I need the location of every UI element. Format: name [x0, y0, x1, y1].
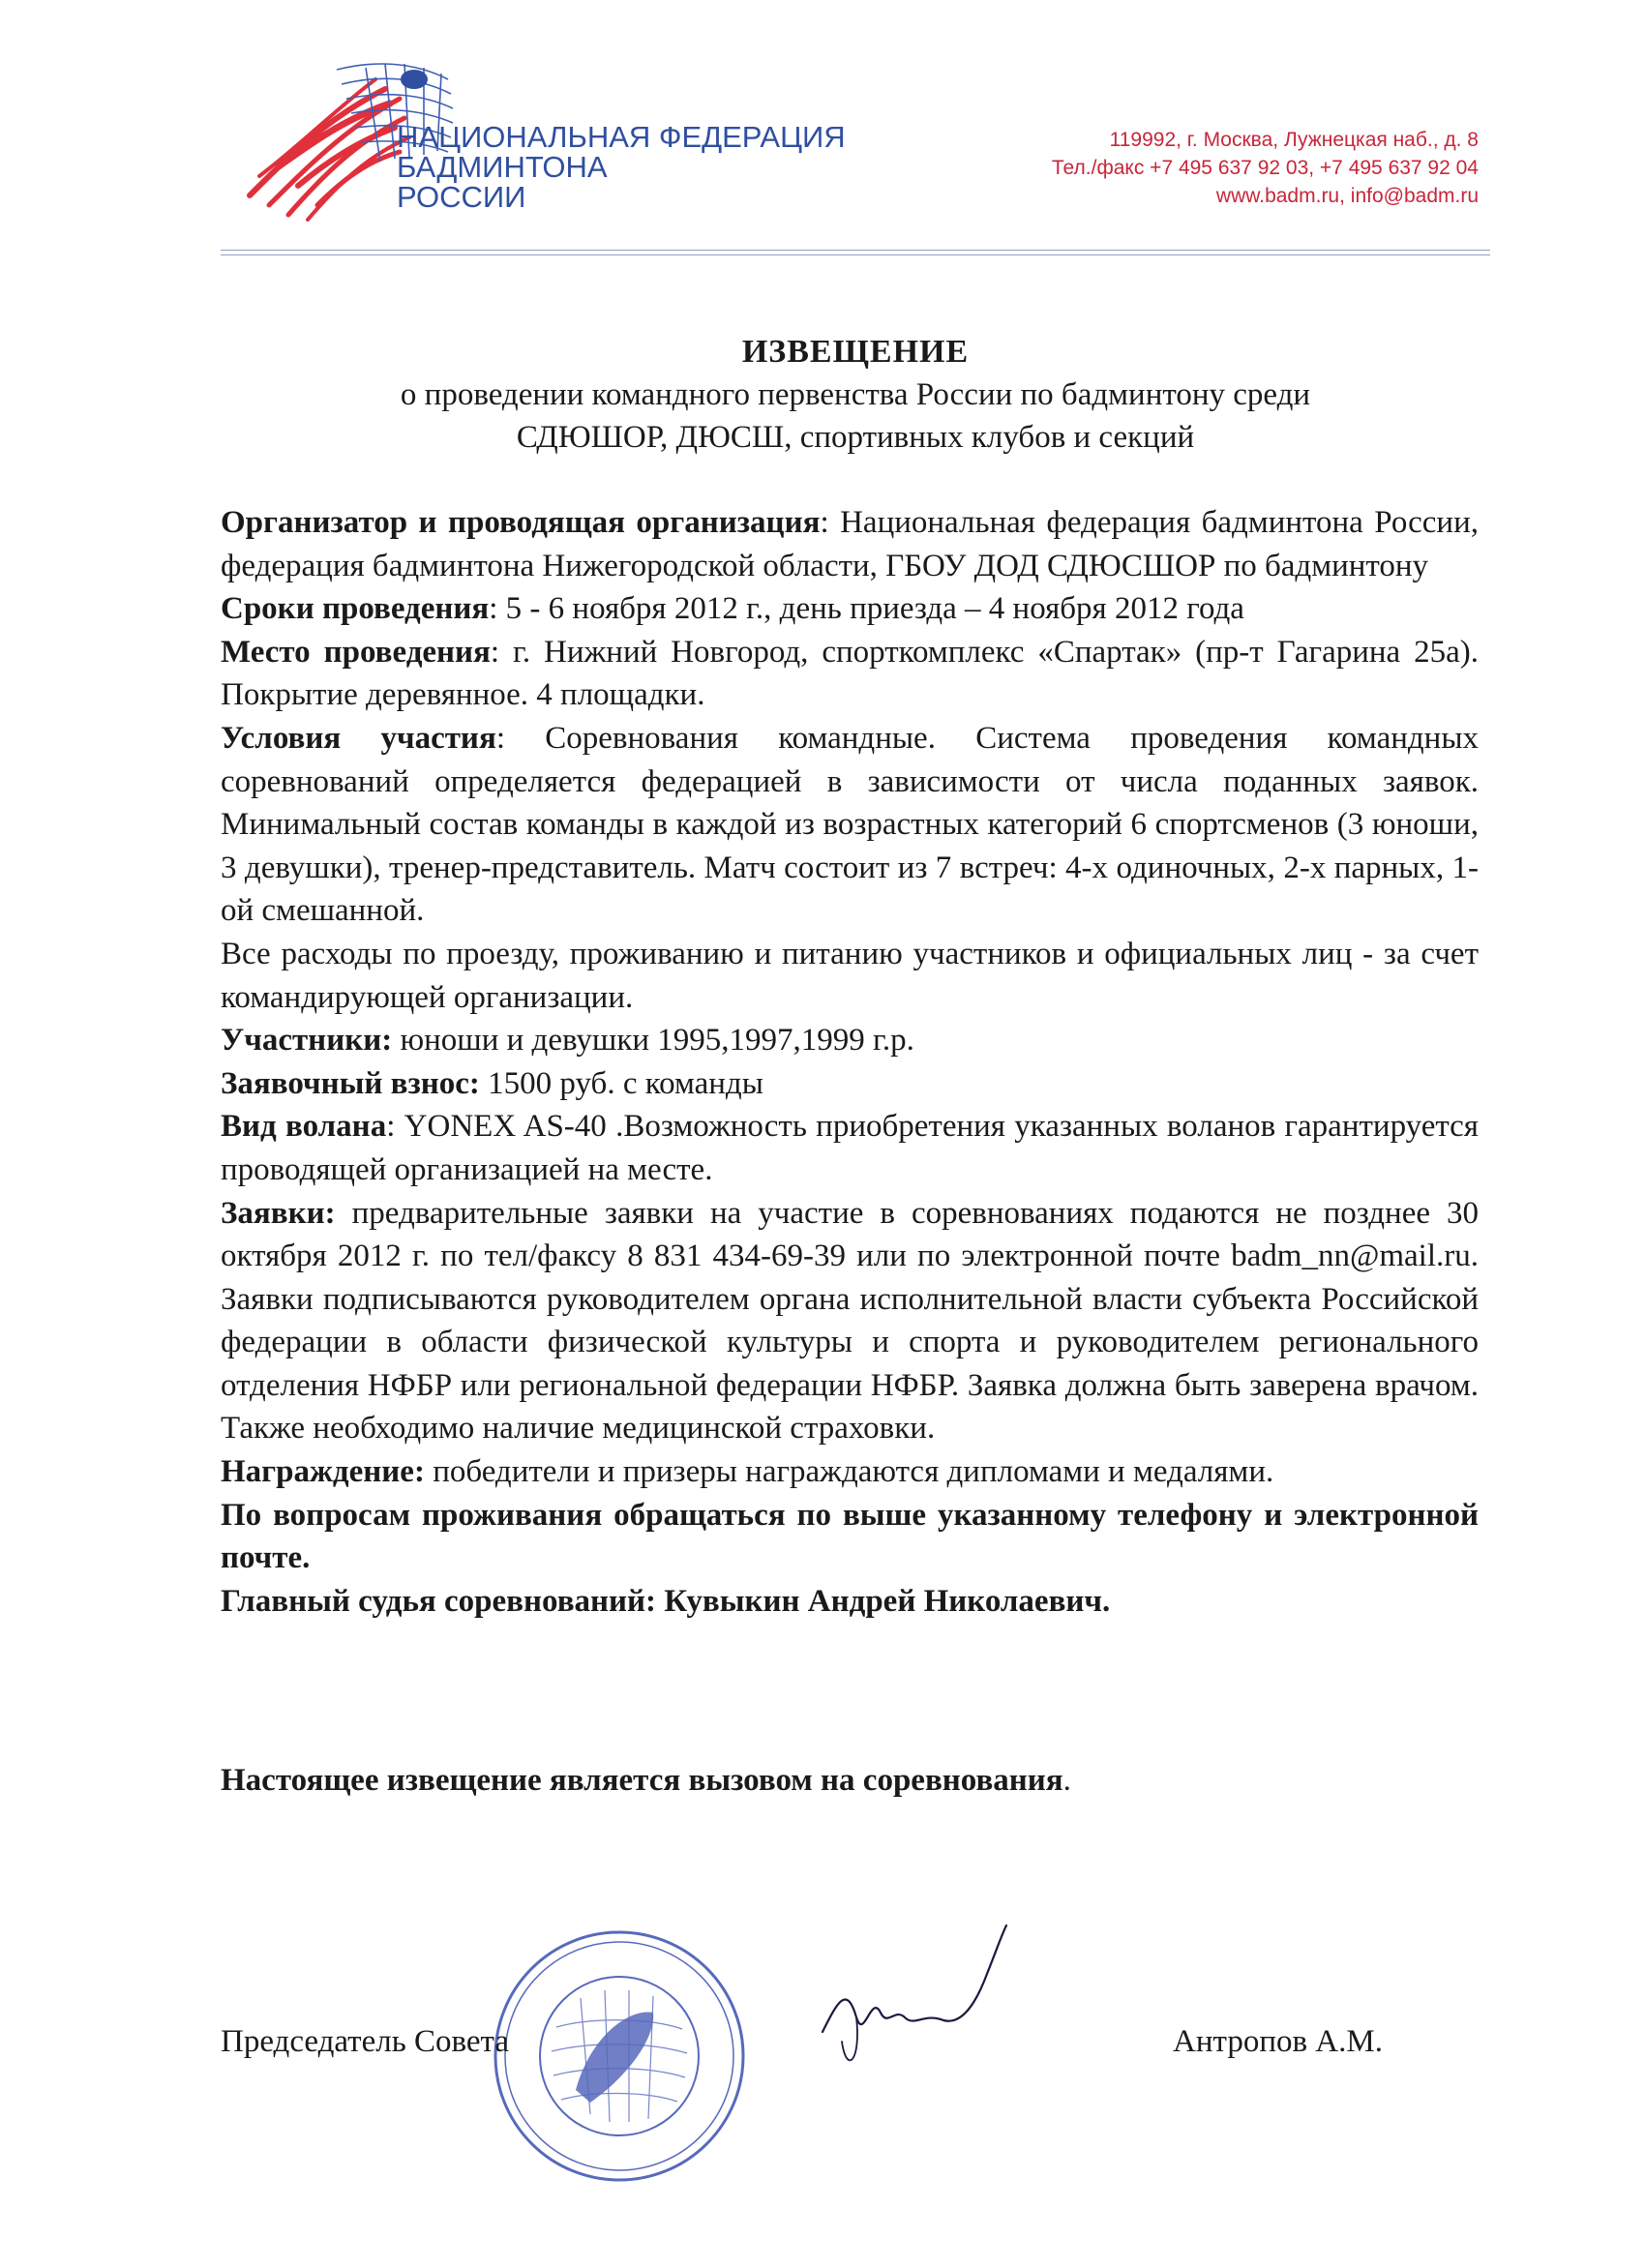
applications-label: Заявки:	[221, 1195, 336, 1231]
signatory-role: Председатель Совета	[221, 2024, 510, 2059]
closing-tail: .	[1062, 1763, 1071, 1798]
organizer-label: Организатор и проводящая организация	[221, 505, 821, 540]
logo-red-strokes	[250, 79, 409, 220]
handwritten-signature	[818, 1916, 1011, 2080]
section-expenses: Все расходы по проезду, проживанию и питанию участников и официальных лиц - за счет командирующей организации.	[221, 936, 1479, 1015]
venue-text: : г. Нижний Новгород, спорткомплекс «Спартак» (пр-т Гагарина 25а). Покрытие деревянное. 4 площадки.	[221, 634, 1479, 713]
venue-label: Место проведения	[221, 634, 491, 670]
applications-text: предварительные заявки на участие в соревнованиях подаются не позднее 30 октября 2012 г. по тел/факсу 8 831 434-69-39 или по электронной почте badm_nn@mail.ru. Заявки подписываются руководителем органа исполнительной власти субъекта Российской федерации в области физической культуры и спорта и руководителем регионального отделения НФБР или региональной федерации НФБР. Заявка должна быть заверена врачом. Также необходимо наличие медицинской страховки.	[221, 1195, 1479, 1447]
participants-text: юноши и девушки 1995,1997,1999 г.р.	[392, 1023, 914, 1059]
org-name-line-1: НАЦИОНАЛЬНАЯ ФЕДЕРАЦИЯ	[397, 120, 846, 154]
participants-label: Участники:	[221, 1023, 393, 1059]
section-fee	[221, 1062, 1479, 1106]
organizer-text: : Национальная федерация бадминтона России, федерация бадминтона Нижегородской области, ГБОУ ДОД СДЮСШОР по бадминтону	[221, 505, 1480, 583]
official-seal	[484, 1921, 755, 2192]
web-email: www.badm.ru, info@badm.ru	[1215, 185, 1479, 207]
document-title: ИЗВЕЩЕНИЕ	[741, 334, 970, 370]
header-divider	[221, 250, 1490, 255]
org-name-line-2: БАДМИНТОНА	[397, 150, 608, 184]
seal-shuttlecock-icon	[576, 2012, 653, 2103]
document-body	[221, 501, 1479, 1623]
section-conditions	[221, 717, 1479, 933]
section-referee: Главный судья соревнований: Кувыкин Андрей Николаевич.	[221, 1583, 1111, 1619]
address: 119992, г. Москва, Лужнецкая наб., д. 8	[1109, 129, 1479, 151]
section-participants	[221, 1019, 1479, 1062]
fee-text: 1500 руб. с команды	[479, 1065, 763, 1101]
org-name	[397, 122, 846, 212]
dates-text: : 5 - 6 ноября 2012 г., день приезда – 4 ноября 2012 года	[489, 591, 1244, 627]
document-subtitle-line-1: о проведении командного первенства России по бадминтону среди	[400, 377, 1311, 412]
signatory-name: Антропов А.М.	[1173, 2024, 1383, 2059]
closing-statement	[221, 1763, 1071, 1799]
fee-label: Заявочный взнос:	[221, 1065, 480, 1101]
section-organizer	[221, 501, 1479, 587]
conditions-label: Условия участия	[221, 720, 496, 756]
title-block	[221, 331, 1490, 459]
conditions-text: : Соревнования командные. Система проведения командных соревнований определяется федерацией в зависимости от числа поданных заявок. Минимальный состав команды в каждой из возрастных категорий 6 спортсменов (3 юноши, 3 девушки), тренер-представитель. Матч состоит из 7 встреч: 4-х одиночных, 2-х парных, 1-ой смешанной.	[221, 720, 1479, 929]
closing-bold: Настоящее извещение является вызовом на соревнования	[221, 1763, 1063, 1798]
section-applications	[221, 1192, 1479, 1451]
section-dates	[221, 587, 1479, 631]
shuttle-label: Вид волана	[221, 1109, 387, 1145]
contact-info	[937, 126, 1479, 210]
shuttlecock-icon	[401, 70, 428, 89]
phone: Тел./факс +7 495 637 92 03, +7 495 637 92 04	[1051, 157, 1479, 179]
awards-text: победители и призеры награждаются дипломами и медалями.	[424, 1454, 1274, 1490]
awards-label: Награждение:	[221, 1454, 425, 1490]
section-shuttle	[221, 1105, 1479, 1191]
shuttle-text: : YONEX AS-40 .Возможность приобретения указанных воланов гарантируется проводящей организацией на месте.	[221, 1109, 1479, 1187]
document-subtitle-line-2: СДЮШОР, ДЮСШ, спортивных клубов и секций	[516, 420, 1195, 455]
dates-label: Сроки проведения	[221, 591, 490, 627]
org-name-line-3: РОССИИ	[397, 180, 526, 214]
section-awards	[221, 1450, 1479, 1494]
section-venue	[221, 631, 1479, 717]
section-housing: По вопросам проживания обращаться по выше указанному телефону и электронной почте.	[221, 1497, 1479, 1576]
